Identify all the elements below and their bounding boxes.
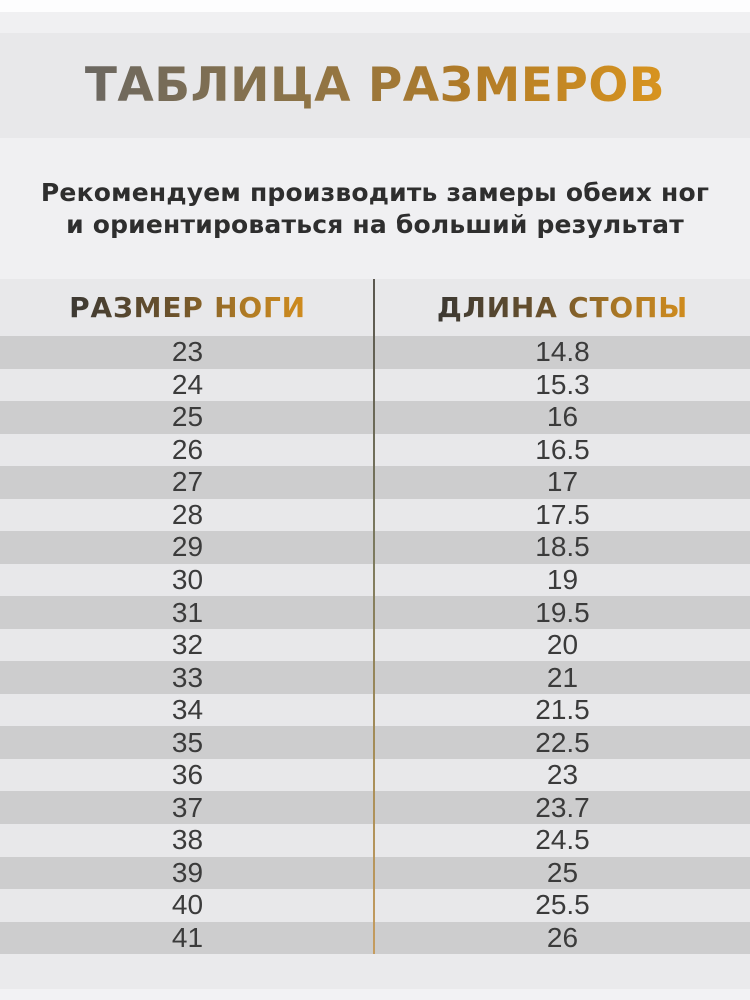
length-cell: 23.7 [535, 791, 590, 823]
table-row [0, 564, 750, 597]
length-cell: 22.5 [535, 726, 590, 758]
length-cell: 21.5 [535, 694, 590, 726]
size-cell: 26 [171, 433, 204, 465]
after-table-band [0, 954, 750, 989]
table-row [0, 466, 750, 499]
column-header-foot-size [0, 279, 375, 336]
title-band [0, 33, 750, 138]
length-cell: 16.5 [535, 433, 590, 465]
size-cell: 28 [171, 498, 204, 530]
length-cell: 25.5 [535, 889, 590, 921]
table-body [0, 336, 750, 954]
length-cell: 20 [546, 629, 579, 661]
size-cell: 40 [171, 889, 204, 921]
size-cell: 35 [171, 726, 204, 758]
column-divider [373, 279, 375, 954]
table-row [0, 889, 750, 922]
size-cell: 41 [171, 921, 204, 953]
length-cell: 23 [546, 759, 579, 791]
table-row [0, 726, 750, 759]
length-cell: 14.8 [535, 336, 590, 368]
table-row [0, 531, 750, 564]
size-cell: 37 [171, 791, 204, 823]
length-cell: 19 [546, 563, 579, 595]
table-row [0, 857, 750, 890]
length-cell: 26 [546, 921, 579, 953]
table-row [0, 759, 750, 792]
size-cell: 24 [171, 368, 204, 400]
table-row [0, 434, 750, 467]
length-cell: 19.5 [535, 596, 590, 628]
page-title: ТАБЛИЦА РАЗМЕРОВ [84, 58, 666, 113]
size-cell: 33 [171, 661, 204, 693]
size-cell: 39 [171, 856, 204, 888]
length-cell: 17.5 [535, 498, 590, 530]
table-row [0, 629, 750, 662]
subtitle [0, 138, 750, 279]
bottom-strip [0, 989, 750, 1000]
top-strip [0, 0, 750, 12]
length-cell: 15.3 [535, 368, 590, 400]
table-row [0, 824, 750, 857]
size-cell: 30 [171, 563, 204, 595]
table-row [0, 661, 750, 694]
table-row [0, 694, 750, 727]
column-header-foot-length-label: ДЛИНА СТОПЫ [436, 291, 689, 324]
length-cell: 18.5 [535, 531, 590, 563]
subtitle-line-1: Рекомендуем производить замеры обеих ног [40, 177, 710, 207]
size-cell: 23 [171, 336, 204, 368]
size-cell: 38 [171, 824, 204, 856]
table-row [0, 922, 750, 955]
size-cell: 34 [171, 694, 204, 726]
length-cell: 25 [546, 856, 579, 888]
size-cell: 36 [171, 759, 204, 791]
table-header-row [0, 279, 750, 336]
size-cell: 25 [171, 401, 204, 433]
column-header-foot-size-label: РАЗМЕР НОГИ [69, 291, 306, 324]
size-cell: 32 [171, 629, 204, 661]
table-row [0, 596, 750, 629]
table-row [0, 401, 750, 434]
length-cell: 16 [546, 401, 579, 433]
length-cell: 24.5 [535, 824, 590, 856]
size-cell: 31 [171, 596, 204, 628]
table-row [0, 791, 750, 824]
table-row [0, 369, 750, 402]
size-cell: 27 [171, 466, 204, 498]
table-row [0, 499, 750, 532]
subtitle-line-2: и ориентироваться на больший результат [66, 209, 684, 239]
column-header-foot-length [375, 279, 750, 336]
length-cell: 21 [546, 661, 579, 693]
table-row [0, 336, 750, 369]
size-cell: 29 [171, 531, 204, 563]
length-cell: 17 [546, 466, 579, 498]
